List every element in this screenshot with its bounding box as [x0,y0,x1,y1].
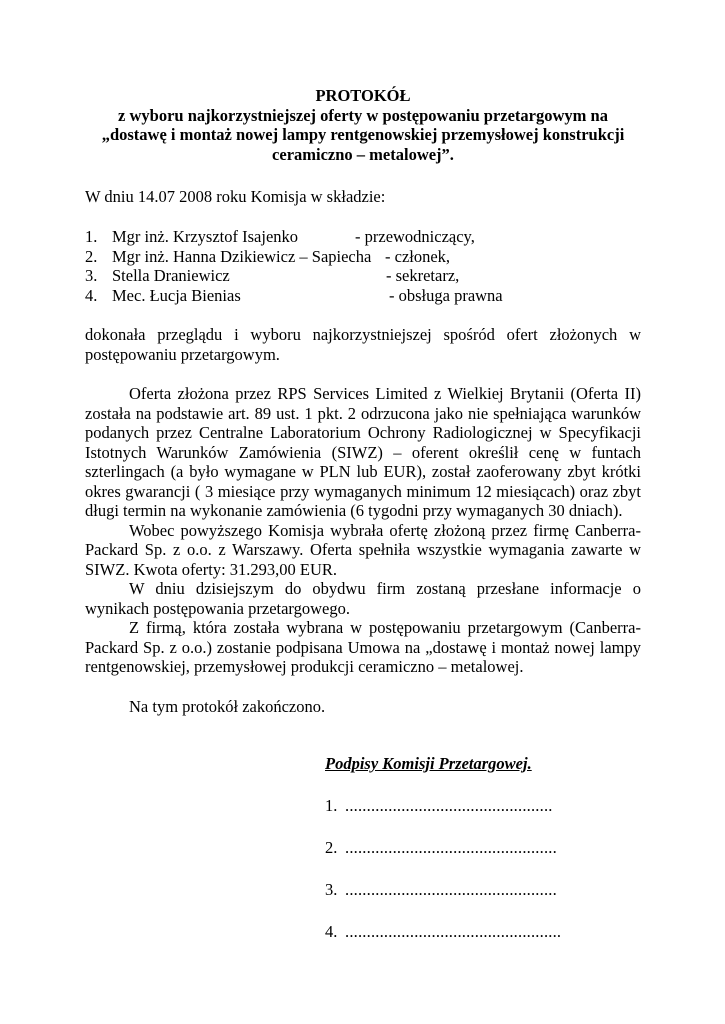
member-number: 4. [85,285,98,305]
member-item [85,247,641,267]
contract-paragraph: Z firmą, która została wybrana w postępowaniu przetargowym (Canberra-Packard Sp. z o.o.) zostanie podpisana Umowa na „dostawę i montaż nowej lampy rentgenowskiej, przemysłowej produkcji ceramiczno – metalowej. [85,618,641,676]
committee-members-list [85,227,641,305]
notification-paragraph: W dniu dzisiejszym do obydwu firm zostaną przesłane informacje o wynikach postępowania przetargowego. [85,579,641,618]
closing-text: Na tym protokół zakończono. [129,696,326,716]
document-title [85,86,641,164]
member-item [85,286,641,306]
signature-number: 2. [325,838,338,857]
member-role: - przewodniczący, [355,227,475,246]
member-role: - obsługa prawna [389,285,503,305]
member-number: 3. [85,266,98,285]
member-name: Mgr inż. Krzysztof Isajenko [112,227,299,246]
signature-dots: .................................................. [345,922,562,941]
member-role: - członek, [385,246,451,266]
selected-offer-paragraph: Wobec powyższego Komisja wybrała ofertę złożoną przez firmę Canberra-Packard Sp. z o.o. z Warszawy. Oferta spełniła wszystkie wymagania zawarte w SIWZ. Kwota oferty: 31.293,00 EUR. [85,520,641,579]
member-name: Mgr inż. Hanna Dzikiewicz – Sapiecha [112,246,372,266]
signature-line [325,838,645,858]
signature-line [325,796,645,816]
review-paragraph: dokonała przeglądu i wyboru najkorzystniejszej spośród ofert złożonych w postępowaniu przetargowym. [85,325,641,364]
member-name: Stella Draniewicz [112,266,230,285]
signature-dots: ................................................. [345,838,557,857]
signature-number: 1. [325,796,338,815]
title-line-1: PROTOKÓŁ [315,86,411,105]
title-line-4: ceramiczno – metalowej”. [272,144,454,164]
member-item [85,266,641,286]
member-item [85,227,641,247]
member-role: - sekretarz, [386,266,460,285]
signature-dots: ................................................ [345,796,553,815]
member-number: 1. [85,227,98,246]
rejected-offer-paragraph: Oferta złożona przez RPS Services Limited z Wielkiej Brytanii (Oferta II) została na podstawie art. 89 ust. 1 pkt. 2 odrzucona jako nie spełniająca warunków podanych przez Centralne Laboratorium Ochrony Radiologicznej w Specyfikacji Istotnych Warunków Zamówienia (SIWZ) – oferent określił cenę w funtach szterlingach (a było wymagane w PLN lub EUR), został zaoferowany zbyt krótki okres gwarancji ( 3 miesiące przy wymaganych minimum 12 miesiącach) oraz zbyt długi termin na wykonanie zamówienia (6 tygodni przy wymaganych 30 dniach). [85,384,641,520]
member-name: Mec. Łucja Bienias [112,285,241,305]
title-line-3: „dostawę i montaż nowej lampy rentgenowskiej przemysłowej konstrukcji [101,125,625,144]
intro-text: W dniu 14.07 2008 roku Komisja w składzie: [85,187,386,206]
member-number: 2. [85,246,98,266]
signature-number: 4. [325,922,338,941]
signature-number: 3. [325,880,338,899]
signature-line [325,922,645,942]
protocol-document [85,86,641,716]
signature-dots: ................................................. [345,880,557,899]
signatures-section [325,754,645,942]
signatures-heading: Podpisy Komisji Przetargowej. [325,754,532,773]
title-line-2: z wyboru najkorzystniejszej oferty w postępowaniu przetargowym na [118,105,608,125]
signature-line [325,880,645,900]
